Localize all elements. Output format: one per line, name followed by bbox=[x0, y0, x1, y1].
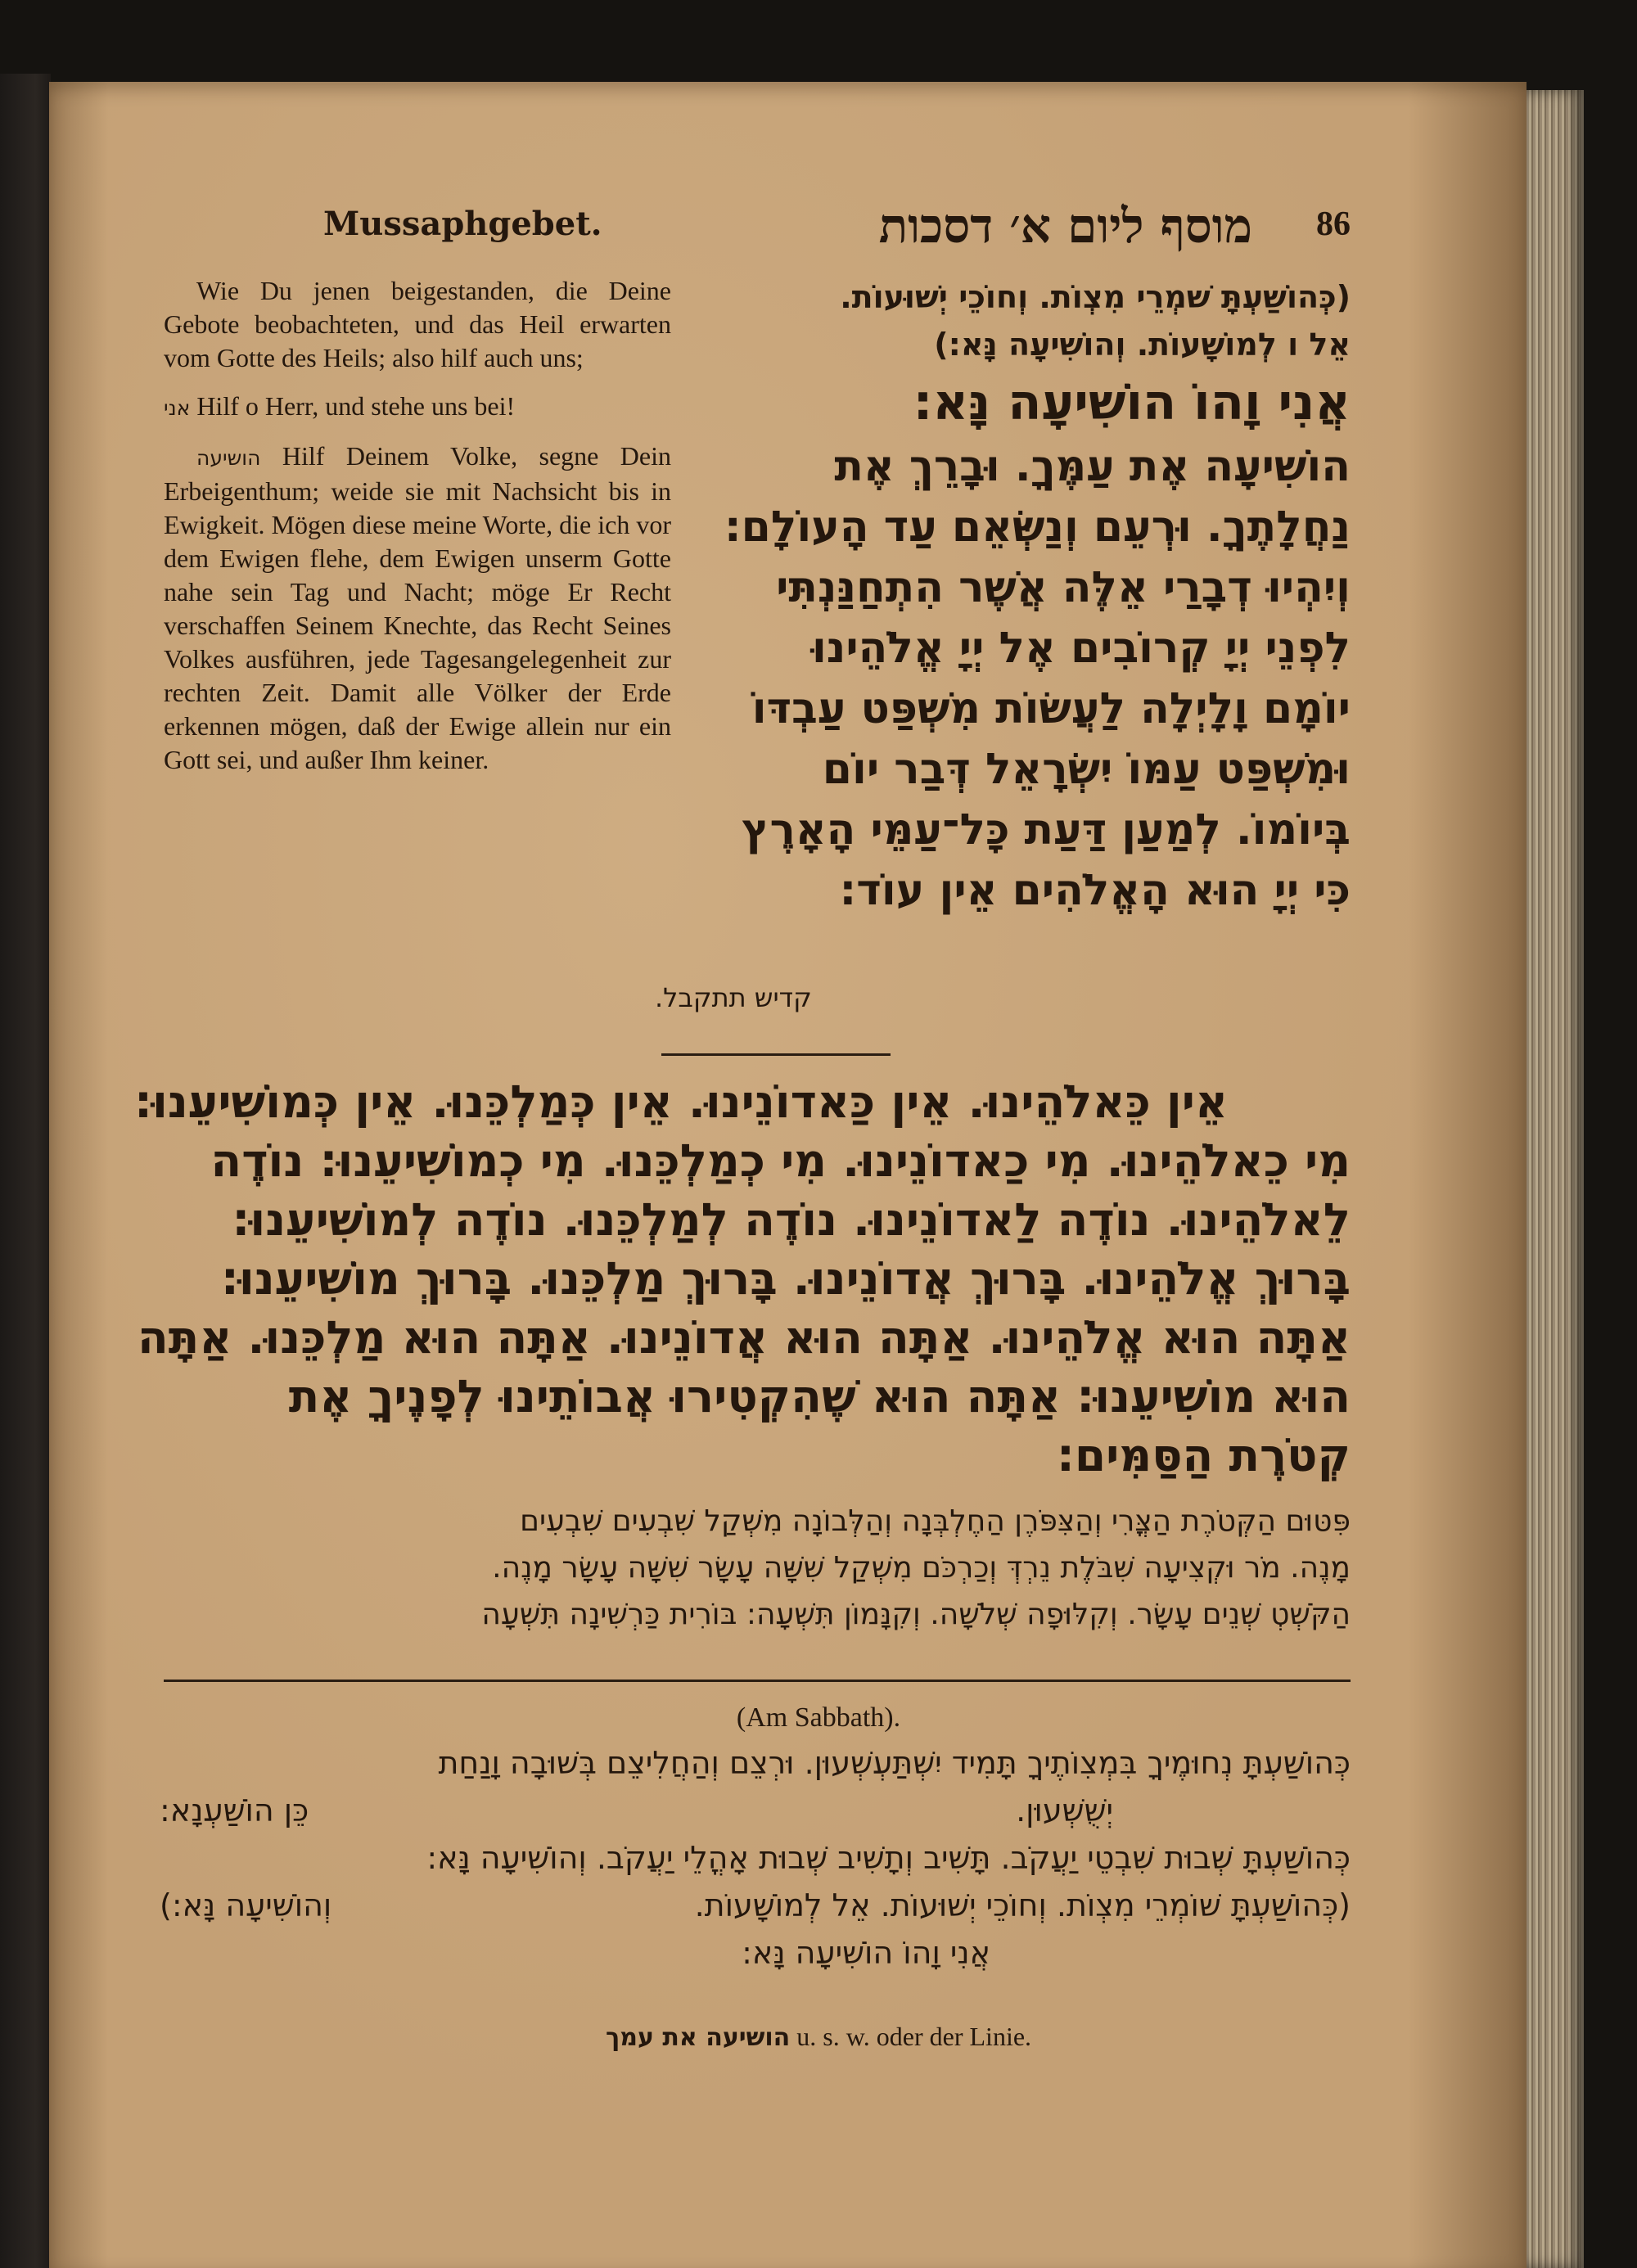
sabbath-line-2-left: כֵּן הוֹשַׁעְנָא: bbox=[160, 1792, 309, 1828]
page-number: 86 bbox=[1316, 205, 1351, 243]
ein-keloheinu-line: לֵאלֹהֵינוּ. נוֹדֶה לַאדוֹנֵינוּ. נוֹדֶה לְמַלְכֵּנוּ. נוֹדֶה לְמוֹשִׁיעֵנוּ: bbox=[232, 1193, 1351, 1246]
german-paragraph-3-text: Hilf Deinem Volke, segne Dein Erbeigenthum; weide sie mit Nachsicht bis in Ewigkeit. Mögen diese meine Worte, die ich vor dem Ewigen flehe, dem Ewigen unserm Gotte nahe sein Tag und Nacht; möge Er Recht verschaffen Seinem Knechte, das Recht Seines Volkes ausführen, jede Tagesangelegenheit zur rechten Zeit. Damit alle Völker der Erde erkennen mögen, daß der Ewige allein nur ein Gott sei, und außer Ihm keiner. bbox=[164, 441, 672, 774]
hebrew-body-line: יוֹמָם וָלָיְלָה לַעֲשׂוֹת מִשְׁפַּט עַבְדּוֹ bbox=[751, 684, 1351, 733]
german-paragraph-2-text: Hilf o Herr, und stehe uns bei! bbox=[196, 391, 516, 421]
footer-instruction bbox=[0, 2022, 1637, 2052]
kaddish-rubric: קדיש תתקבל. bbox=[655, 982, 812, 1013]
hebrew-prayer-column bbox=[704, 274, 1351, 921]
pitum-haketoret-block bbox=[164, 1498, 1351, 1638]
ein-keloheinu-line: הוּא מוֹשִׁיעֵנוּ: אַתָּה הוּא שֶׁהִקְטִירוּ אֲבוֹתֵינוּ לְפָנֶיךָ אֶת bbox=[288, 1370, 1351, 1423]
sabbath-line-5: אֲנִי וָהוֹ הוֹשִׁיעָה נָּא: bbox=[742, 1935, 990, 1971]
hebrew-body-line: כִּי יְיָ הוּא הָאֱלֹהִים אֵין עוֹד: bbox=[839, 866, 1351, 915]
pitum-line: פִּטּוּם הַקְּטֹרֶת הַצֳּרִי וְהַצִּפֹּרֶן הַחֶלְבְּנָה וְהַלְּבוֹנָה מִשְׁקַל שִׁבְעִים שִׁבְעִים bbox=[520, 1504, 1351, 1538]
sabbath-line-4-right: (כְּהוֹשַׁעְתָּ שׁוֹמְרֵי מִצְוֹת. וְחוֹכֵי יְשׁוּעוֹת. אֵל לְמוֹשָׁעוֹת. bbox=[694, 1887, 1351, 1923]
sabbath-line-3: כְּהוֹשַׁעְתָּ שְׁבוּת שִׁבְטֵי יַעֲקֹב. תָּשִׁיב וְתָשִׁיב שְׁבוּת אָהֳלֵי יַעֲקֹב. וְהוֹשִׁיעָה נָּא: bbox=[426, 1840, 1351, 1876]
sabbath-heading: (Am Sabbath). bbox=[736, 1702, 901, 1733]
section-divider-short bbox=[661, 1053, 891, 1056]
german-paragraph-2 bbox=[164, 390, 671, 425]
hebrew-line-1: (כְּהוֹשַׁעְתָּ שׁמְרֵי מִצְוֹת. וְחוֹכֵי יְשׁוּעוֹת. bbox=[840, 279, 1351, 315]
sabbath-line-2-right: יְשֻׁשְׁעוּן. bbox=[1016, 1792, 1113, 1828]
running-head-hebrew: מוסף ליום א׳ דסכות bbox=[878, 198, 1252, 254]
footer-german-text: u. s. w. oder der Linie. bbox=[796, 2022, 1032, 2051]
ein-keloheinu-line: בָּרוּךְ אֱלֹהֵינוּ. בָּרוּךְ אֲדוֹנֵינוּ. בָּרוּךְ מַלְכֵּנוּ. בָּרוּךְ מוֹשִׁיעֵנוּ: bbox=[220, 1252, 1351, 1305]
ein-keloheinu-line: אֵין כֵּאלֹהֵינוּ. אֵין כַּאדוֹנֵינוּ. אֵין כְּמַלְכֵּנוּ. אֵין כְּמוֹשִׁיעֵנוּ: bbox=[133, 1075, 1228, 1128]
page-block-edge bbox=[1527, 90, 1584, 2268]
running-head-german: Mussaphgebet. bbox=[323, 205, 602, 243]
ein-keloheinu-line: אַתָּה הוּא אֱלֹהֵינוּ. אַתָּה הוּא אֲדוֹנֵינוּ. אַתָּה הוּא מַלְכֵּנוּ. אַתָּה bbox=[137, 1311, 1351, 1364]
german-paragraph-3 bbox=[164, 440, 671, 777]
pitum-line: מָנֶה. מֹר וּקְצִיעָה שִׁבֹּלֶת נֵרְדְּ וְכַרְכֹּם מִשְׁקַל שִׁשָּׁה עָשָׂר שִׁשָּׁה עָשָׂר מָנֶה. bbox=[492, 1551, 1351, 1585]
hebrew-body-line: לִפְנֵי יְיָ קְרוֹבִים אֶל יְיָ אֱלֹהֵינוּ bbox=[811, 624, 1351, 673]
hebrew-body-line: וּמִשְׁפַּט עַמּוֹ יִשְׂרָאֵל דְּבַר יוֹם bbox=[822, 745, 1351, 794]
sabbath-line-2 bbox=[160, 1787, 1351, 1834]
page-header bbox=[323, 198, 1351, 262]
footer-hebrew-cue: הושיעה את עמך bbox=[605, 2023, 791, 2052]
hebrew-body-line: הוֹשִׁיעָה אֶת עַמֶּךָ. וּבָרֵךְ אֶת bbox=[834, 442, 1351, 491]
sabbath-insert-block bbox=[160, 1739, 1351, 1977]
german-paragraph-2-hebrew-cue: אני bbox=[164, 396, 191, 420]
ein-keloheinu-line: קְטֹרֶת הַסַּמִּים: bbox=[1056, 1429, 1351, 1481]
german-paragraph-1: Wie Du jenen beigestanden, die Deine Gebote beobachteten, und das Heil erwarten vom Gotte des Heils; also hilf auch uns; bbox=[164, 276, 671, 372]
hebrew-line-2: אֵל ו לְמוֹשָׁעוֹת. וְהוֹשִׁיעָה נָּא:) bbox=[934, 327, 1351, 363]
section-divider-long bbox=[164, 1680, 1351, 1682]
german-translation-column bbox=[164, 274, 671, 791]
hebrew-heading-line: אֲנִי וָהוֹ הוֹשִׁיעָה נָּא: bbox=[913, 374, 1351, 431]
hebrew-body-line: בְּיוֹמוֹ. לְמַעַן דַּעַת כָּל־עַמֵּי הָאָרֶץ bbox=[742, 805, 1351, 854]
sabbath-line-1: כְּהוֹשַׁעְתָּ נְחוּמֶיךָ בִּמְצִוֹתֶיךָ תָּמִיד יִשְׁתַּעְשְׁעוּן. וּרְצֵם וְהַחֲלִיצֵם בְּשׁוּבָה וָנַחַת bbox=[438, 1745, 1351, 1781]
ein-keloheinu-block bbox=[133, 1072, 1351, 1485]
ein-keloheinu-line: מִי כֵאלֹהֵינוּ. מִי כַאדוֹנֵינוּ. מִי כְמַלְכֵּנוּ. מִי כְמוֹשִׁיעֵנוּ: נוֹדֶה bbox=[210, 1134, 1351, 1187]
book-cover-edge bbox=[0, 74, 51, 2268]
hebrew-body-line: נַחֲלָתֶךָ. וּרְעֵם וְנַשְּׂאֵם עַד הָעוֹלָם: bbox=[724, 503, 1351, 552]
german-paragraph-3-hebrew-cue: הושיעה bbox=[196, 446, 261, 470]
hebrew-body-line: וְיִהְיוּ דְבָרַי אֵלֶּה אֲשֶׁר הִתְחַנַּנְתִּי bbox=[776, 563, 1351, 612]
pitum-line: הַקֹּשְׁטְ שְׁנֵים עָשָׂר. וְקִלּוּפָה שְׁלֹשָׁה. וְקִנָּמוֹן תִּשְׁעָה: בּוֹרִית כַּרְשִׁינָה תִּשְׁעָה bbox=[481, 1598, 1351, 1631]
sabbath-line-4-left: וְהוֹשִׁיעָה נָּא:) bbox=[160, 1887, 332, 1923]
sabbath-line-4 bbox=[160, 1882, 1351, 1929]
